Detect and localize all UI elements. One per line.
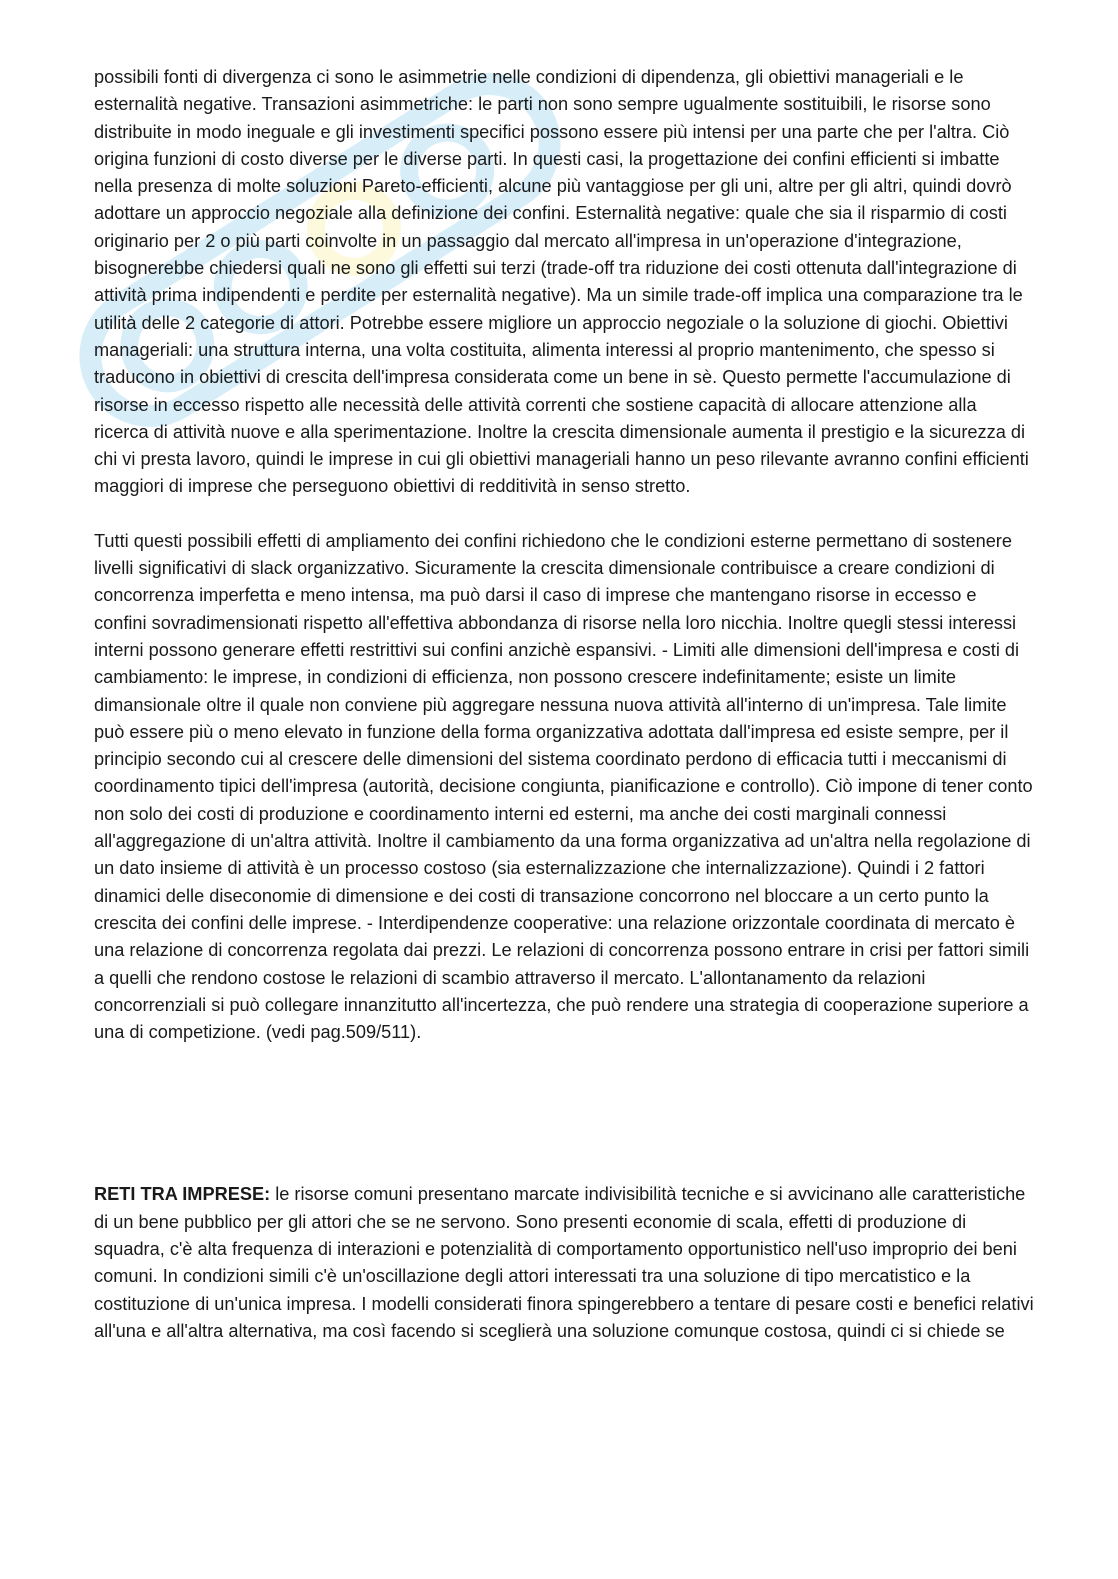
body-paragraph-1: possibili fonti di divergenza ci sono le asimmetrie nelle condizioni di dipendenza, gli obiettivi manageriali e le esternalità negative. Transazioni asimmetriche: le parti non sono sempre ugualmente sostituibili, le risorse sono distribuite in modo ineguale e gli investimenti specifici possono essere più intensi per una parte che per l'altra. Ciò origina funzioni di costo diverse per le diverse parti. In questi casi, la progettazione dei confini efficienti si imbatte nella presenza di molte soluzioni Pareto-efficienti, alcune più vantaggiose per gli uni, altre per gli altri, quindi dovrò adottare un approccio negoziale alla definizione dei confini. Esternalità negative: quale che sia il risparmio di costi originario per 2 o più parti coinvolte in un passaggio dal mercato all'impresa in un'operazione d'integrazione, bisognerebbe chiedersi quali ne sono gli effetti sui terzi (trade-off tra riduzione dei costi ottenuta dall'integrazione di attività prima indipendenti e perdite per esternalità negative). Ma un simile trade-off implica una comparazione tra le utilità delle 2 categorie di attori. Potrebbe essere migliore un approccio negoziale o la soluzione di giochi. Obiettivi manageriali: una struttura interna, una volta costituita, alimenta interessi al proprio mantenimento, che spesso si traducono in obiettivi di crescita dell'impresa considerata come un bene in sè. Questo permette l'accumulazione di risorse in eccesso rispetto alle necessità delle attività correnti che sostiene capacità di allocare attenzione alla ricerca di attività nuove e alla sperimentazione. Inoltre la crescita dimensionale aumenta il prestigio e la sicurezza di chi vi presta lavoro, quindi le imprese in cui gli obiettivi manageriali hanno un peso rilevante avranno confini efficienti maggiori di imprese che perseguono obiettivi di redditività in senso stretto. [94,67,1029,497]
body-paragraph-3 [94,1181,1034,1345]
document-page [94,64,1034,1345]
section-spacer [94,1046,1034,1181]
section-paragraph-text: le risorse comuni presentano marcate indivisibilità tecniche e si avvicinano alle caratteristiche di un bene pubblico per gli attori che se ne servono. Sono presenti economie di scala, effetti di produzione di squadra, c'è alta frequenza di interazioni e potenzialità di comportamento opportunistico nell'uso improprio dei beni comuni. In condizioni simili c'è un'oscillazione degli attori interessati tra una soluzione di tipo mercatistico e la costituzione di un'unica impresa. I modelli considerati finora spingerebbero a tentare di pesare costi e benefici relativi all'una e all'altra alternativa, ma così facendo si sceglierà una soluzione comunque costosa, quindi ci si chiede se [94,1184,1034,1341]
section-heading-reti-tra-imprese: RETI TRA IMPRESE: [94,1184,271,1205]
paragraph-spacer [94,501,1034,528]
body-paragraph-2: Tutti questi possibili effetti di ampliamento dei confini richiedono che le condizioni esterne permettano di sostenere livelli significativi di slack organizzativo. Sicuramente la crescita dimensionale contribuisce a creare condizioni di concorrenza imperfetta e meno intensa, ma può darsi il caso di imprese che mantengano risorse in eccesso e confini sovradimensionati rispetto all'effettiva abbondanza di risorse nella loro nicchia. Inoltre quegli stessi interessi interni possono generare effetti restrittivi sui confini anzichè espansivi. - Limiti alle dimensioni dell'impresa e costi di cambiamento: le imprese, in condizioni di efficienza, non possono crescere indefinitamente; esiste un limite dimansionale oltre il quale non conviene più aggregare nessuna nuova attività all'interno di un'impresa. Tale limite può essere più o meno elevato in funzione della forma organizzativa adottata dall'impresa ed esiste sempre, per il principio secondo cui al crescere delle dimensioni del sistema coordinato perdono di efficacia tutti i meccanismi di coordinamento tipici dell'impresa (autorità, decisione congiunta, pianificazione e controllo). Ciò impone di tener conto non solo dei costi di produzione e coordinamento interni ed esterni, ma anche dei costi marginali connessi all'aggregazione di un'altra attività. Inoltre il cambiamento da una forma organizzativa ad un'altra nella regolazione di un dato insieme di attività è un processo costoso (sia esternalizzazione che internalizzazione). Quindi i 2 fattori dinamici delle diseconomie di dimensione e dei costi di transazione concorrono nel bloccare a un certo punto la crescita dei confini delle imprese. - Interdipendenze cooperative: una relazione orizzontale coordinata di mercato è una relazione di concorrenza regolata dai prezzi. Le relazioni di concorrenza possono entrare in crisi per fattori simili a quelli che rendono costose le relazioni di scambio attraverso il mercato. L'allontanamento da relazioni concorrenziali si può collegare innanzitutto all'incertezza, che può rendere una strategia di cooperazione superiore a una di competizione. (vedi pag.509/511). [94,530,1033,1043]
